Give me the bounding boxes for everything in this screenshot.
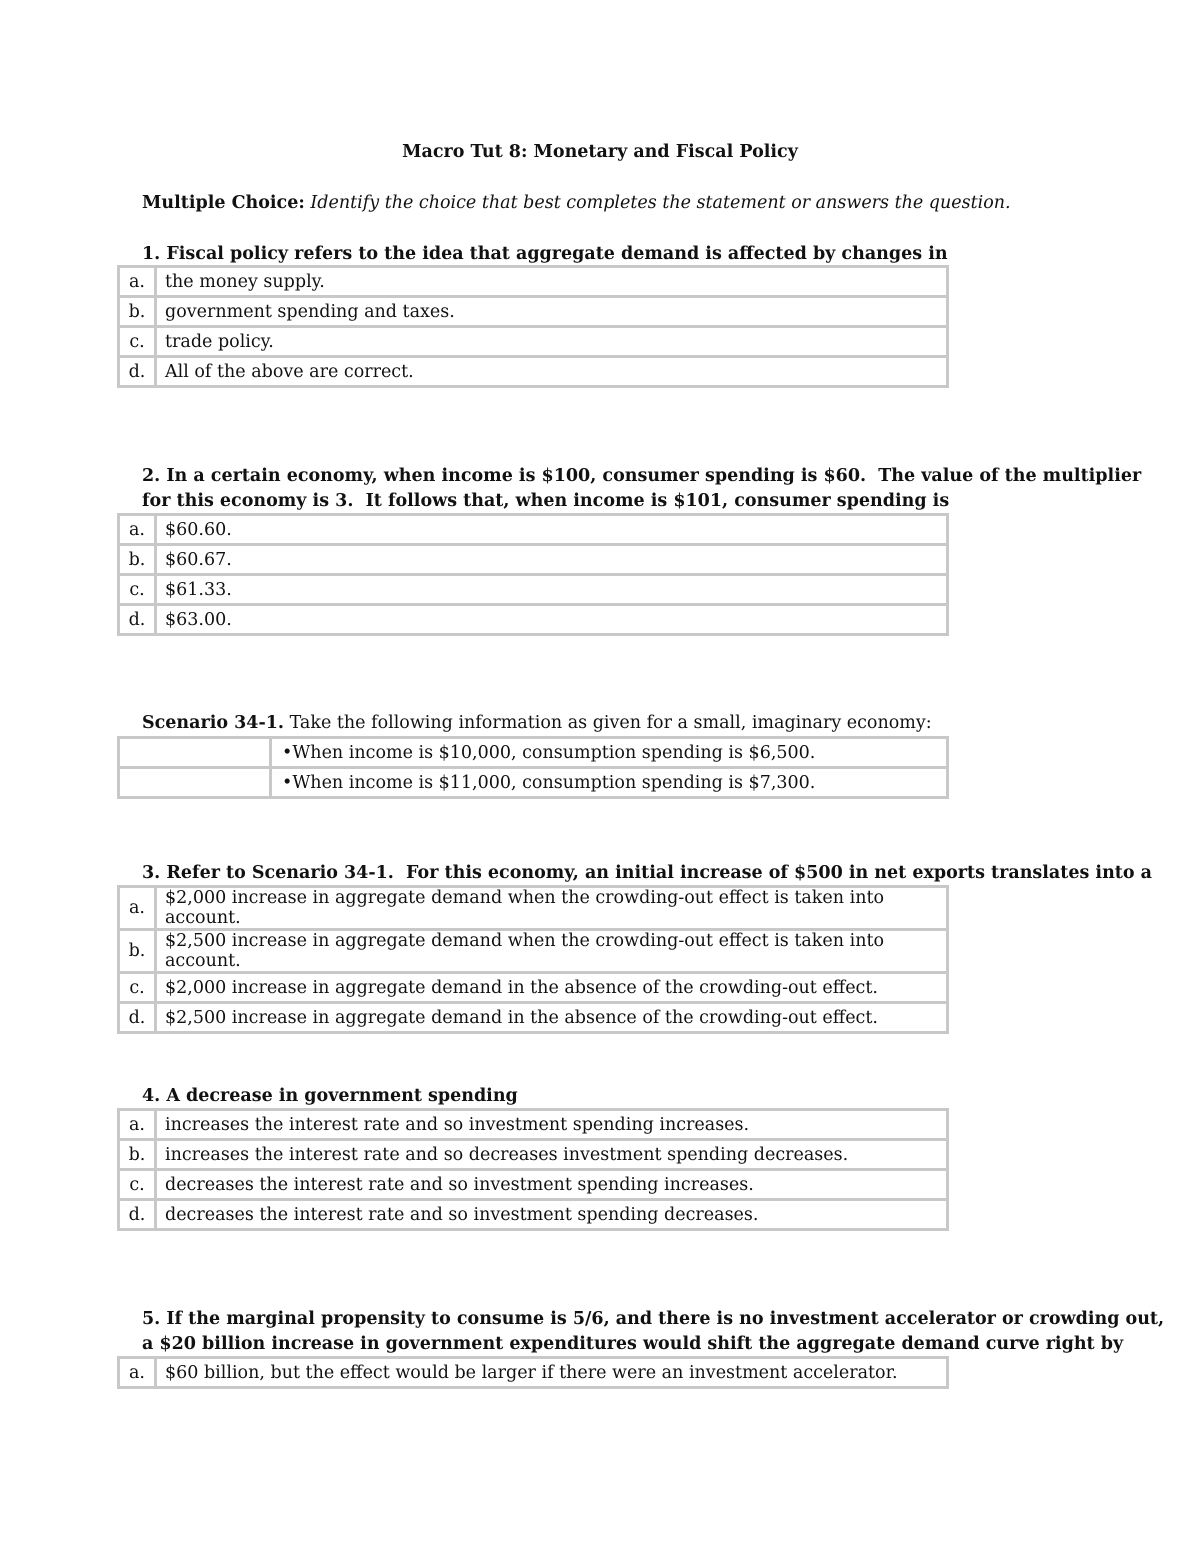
question-1-text: 1. Fiscal policy refers to the idea that aggregate demand is affected by changes in bbox=[142, 244, 948, 264]
option-letter: d. bbox=[119, 605, 156, 635]
option-letter: d. bbox=[119, 1003, 156, 1033]
scenario-intro bbox=[142, 713, 932, 733]
page-title: Macro Tut 8: Monetary and Fiscal Policy bbox=[402, 142, 798, 162]
option-text: $2,000 increase in aggregate demand in the absence of the crowding-out effect. bbox=[156, 973, 948, 1003]
option-text: $60.60. bbox=[156, 515, 948, 545]
question-4-text: 4. A decrease in government spending bbox=[142, 1086, 518, 1106]
option-row[interactable] bbox=[119, 1200, 948, 1230]
option-row[interactable] bbox=[119, 575, 948, 605]
option-row[interactable] bbox=[119, 1170, 948, 1200]
option-text: government spending and taxes. bbox=[156, 297, 948, 327]
option-letter: c. bbox=[119, 973, 156, 1003]
option-row[interactable] bbox=[119, 515, 948, 545]
scenario-empty-cell bbox=[119, 768, 271, 798]
option-row[interactable] bbox=[119, 297, 948, 327]
option-row[interactable] bbox=[119, 357, 948, 387]
option-row[interactable] bbox=[119, 930, 948, 973]
question-5-options bbox=[117, 1356, 949, 1389]
scenario-row bbox=[119, 738, 948, 768]
option-letter: c. bbox=[119, 1170, 156, 1200]
question-2-options bbox=[117, 513, 949, 636]
question-4-options bbox=[117, 1108, 949, 1231]
option-letter: a. bbox=[119, 515, 156, 545]
option-text: $2,500 increase in aggregate demand when the crowding-out effect is taken into account. bbox=[156, 930, 948, 973]
option-text: $60.67. bbox=[156, 545, 948, 575]
option-letter: b. bbox=[119, 930, 156, 973]
option-text: All of the above are correct. bbox=[156, 357, 948, 387]
option-text: increases the interest rate and so decreases investment spending decreases. bbox=[156, 1140, 948, 1170]
option-text: $2,500 increase in aggregate demand in the absence of the crowding-out effect. bbox=[156, 1003, 948, 1033]
option-row[interactable] bbox=[119, 605, 948, 635]
option-letter: b. bbox=[119, 1140, 156, 1170]
option-row[interactable] bbox=[119, 1110, 948, 1140]
question-5-text: 5. If the marginal propensity to consume is 5/6, and there is no investment accelerator or crowding out, a $20 billion increase in government expenditures would shift the aggregate demand curve right by bbox=[142, 1309, 1171, 1354]
option-text: trade policy. bbox=[156, 327, 948, 357]
option-letter: c. bbox=[119, 575, 156, 605]
option-row[interactable] bbox=[119, 887, 948, 930]
option-row[interactable] bbox=[119, 327, 948, 357]
option-letter: d. bbox=[119, 357, 156, 387]
option-text: $61.33. bbox=[156, 575, 948, 605]
scenario-fact: •When income is $10,000, consumption spending is $6,500. bbox=[271, 738, 948, 768]
option-text: decreases the interest rate and so investment spending increases. bbox=[156, 1170, 948, 1200]
question-3-options bbox=[117, 885, 949, 1034]
instructions bbox=[142, 193, 1011, 213]
option-row[interactable] bbox=[119, 1003, 948, 1033]
option-letter: b. bbox=[119, 545, 156, 575]
question-3-text: 3. Refer to Scenario 34-1. For this economy, an initial increase of $500 in net exports translates into a bbox=[142, 863, 1152, 883]
option-row[interactable] bbox=[119, 1358, 948, 1388]
option-row[interactable] bbox=[119, 267, 948, 297]
instructions-text: Identify the choice that best completes the statement or answers the question. bbox=[310, 193, 1011, 213]
option-letter: a. bbox=[119, 1358, 156, 1388]
option-text: $60 billion, but the effect would be larger if there were an investment accelerator. bbox=[156, 1358, 948, 1388]
option-text: $2,000 increase in aggregate demand when the crowding-out effect is taken into account. bbox=[156, 887, 948, 930]
instructions-label: Multiple Choice: bbox=[142, 193, 305, 213]
scenario-row bbox=[119, 768, 948, 798]
option-row[interactable] bbox=[119, 973, 948, 1003]
scenario-label: Scenario 34-1. bbox=[142, 713, 285, 733]
option-row[interactable] bbox=[119, 1140, 948, 1170]
option-letter: a. bbox=[119, 887, 156, 930]
option-text: the money supply. bbox=[156, 267, 948, 297]
option-text: increases the interest rate and so investment spending increases. bbox=[156, 1110, 948, 1140]
option-letter: c. bbox=[119, 327, 156, 357]
option-row[interactable] bbox=[119, 545, 948, 575]
option-letter: d. bbox=[119, 1200, 156, 1230]
option-text: decreases the interest rate and so investment spending decreases. bbox=[156, 1200, 948, 1230]
option-letter: a. bbox=[119, 267, 156, 297]
option-letter: a. bbox=[119, 1110, 156, 1140]
question-2-text: 2. In a certain economy, when income is $100, consumer spending is $60. The value of the multiplier for this economy is 3. It follows that, when income is $101, consumer spending is bbox=[142, 466, 1148, 511]
scenario-fact: •When income is $11,000, consumption spending is $7,300. bbox=[271, 768, 948, 798]
scenario-empty-cell bbox=[119, 738, 271, 768]
scenario-text: Take the following information as given for a small, imaginary economy: bbox=[289, 713, 932, 733]
option-letter: b. bbox=[119, 297, 156, 327]
option-text: $63.00. bbox=[156, 605, 948, 635]
question-1-options bbox=[117, 265, 949, 388]
scenario-table bbox=[117, 736, 949, 799]
